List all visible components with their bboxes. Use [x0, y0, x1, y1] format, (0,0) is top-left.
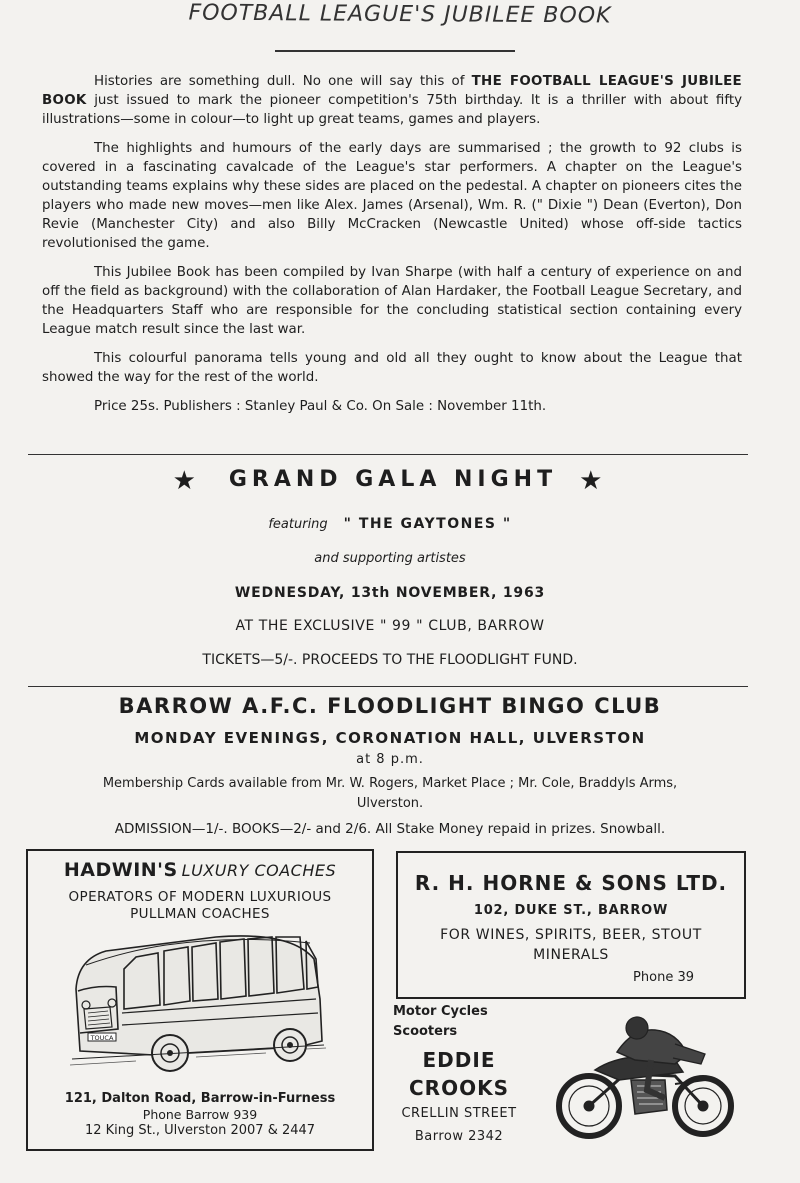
bingo-time: at 8 p.m.	[356, 752, 424, 767]
hadwin-operators	[28, 889, 372, 923]
gala-title: GRAND GALA NIGHT	[228, 467, 558, 492]
gala-date: WEDNESDAY, 13th NOVEMBER, 1963	[234, 585, 546, 601]
article-paragraph-2: The highlights and humours of the early days are summarised ; the growth to 92 clubs is covered in a fascinating cavalcade of the League's star performers. A chapter on the League's outstanding teams explains why these sides are placed on the pedestal. A chapter on pioneers cites the players who made new moves—men like Alex. James (Arsenal), Wm. R. (" Dixie ") Dean (Everton), Don Revie (Manchester City) and also Billy McCracken (Newcastle United) whose off-side tactics revolutionised the game.	[42, 141, 742, 251]
horne-phone: Phone 39	[633, 970, 694, 985]
bingo-admission: ADMISSION—1/-. BOOKS—2/- and 2/6. All Stake Money repaid in prizes. Snowball.	[114, 821, 666, 837]
gala-featuring-line	[30, 516, 750, 532]
bingo-title: BARROW A.F.C. FLOODLIGHT BINGO CLUB	[118, 694, 662, 718]
hadwin-coaches-advert	[26, 849, 374, 1151]
article-paragraph-1	[42, 72, 742, 129]
article-book-title: THE FOOTBALL LEAGUE'S JUBILEE BOOK	[42, 74, 742, 108]
gala-tickets: TICKETS—5/-. PROCEEDS TO THE FLOODLIGHT FUND.	[202, 652, 578, 668]
article-paragraph-4: This colourful panorama tells young and old all they ought to know about the League that showed the way for the rest of the world.	[42, 351, 742, 385]
bingo-membership	[30, 774, 750, 814]
coach-illustration-icon	[66, 929, 328, 1081]
gala-title-line	[30, 466, 750, 496]
hadwin-ops-line-1: OPERATORS OF MODERN LUXURIOUS	[68, 889, 332, 905]
jubilee-book-article	[42, 72, 742, 426]
article-price-line: Price 25s. Publishers : Stanley Paul & Co. On Sale : November 11th.	[94, 399, 547, 414]
bingo-membership-line-1: Membership Cards available from Mr. W. Rogers, Market Place ; Mr. Cole, Braddyls Arms,	[102, 776, 678, 791]
crooks-label-scooters: Scooters	[393, 1024, 458, 1039]
section-divider-1	[28, 454, 748, 455]
motorcycle-illustration-icon	[555, 1014, 735, 1146]
article-p1-end: just issued to mark the pioneer competition's 75th birthday. It is a thriller with about fifty illustrations—some in colour—to light up great teams, games and players.	[42, 93, 742, 127]
horne-goods-line-2: MINERALS	[533, 947, 609, 963]
article-paragraph-3: This Jubilee Book has been compiled by Ivan Sharpe (with half a century of experience on and off the field as background) with the collaboration of Alan Hardaker, the Football League Secretary, and the Headquarters Staff who are responsible for the concluding statistical section containing every League match result since the last war.	[42, 265, 742, 337]
crooks-label-motorcycles: Motor Cycles	[393, 1004, 488, 1019]
horne-sons-advert	[396, 851, 746, 999]
horne-name: R. H. HORNE & SONS LTD.	[414, 871, 728, 895]
bingo-when: MONDAY EVENINGS, CORONATION HALL, ULVERSTON	[134, 729, 646, 747]
hadwin-address-barrow: 121, Dalton Road, Barrow-in-Furness	[64, 1091, 336, 1106]
featuring-label: featuring	[268, 517, 328, 532]
crooks-phone: Barrow 2342	[414, 1129, 504, 1144]
header-rule	[275, 50, 515, 52]
article-p1-start: Histories are something dull. No one will say this of	[94, 74, 472, 89]
gala-supporting: and supporting artistes	[314, 551, 466, 566]
gala-venue: AT THE EXCLUSIVE " 99 " CLUB, BARROW	[235, 618, 545, 634]
crooks-street: CRELLIN STREET	[401, 1106, 517, 1121]
section-divider-2	[28, 686, 748, 687]
hadwin-address-ulverston: 12 King St., Ulverston 2007 & 2447	[84, 1123, 316, 1138]
horne-goods	[398, 925, 744, 965]
horne-address: 102, DUKE ST., BARROW	[473, 903, 669, 918]
bingo-membership-line-2: Ulverston.	[356, 796, 424, 811]
crooks-name-first: EDDIE	[422, 1048, 496, 1072]
star-icon-left: ★	[172, 466, 201, 496]
featured-act: " THE GAYTONES "	[343, 516, 512, 532]
page-header-title: FOOTBALL LEAGUE'S JUBILEE BOOK	[188, 0, 612, 29]
hadwin-tagline: LUXURY COACHES	[181, 861, 337, 880]
horne-goods-line-1: FOR WINES, SPIRITS, BEER, STOUT	[440, 927, 702, 943]
hadwin-phone-barrow: Phone Barrow 939	[142, 1107, 258, 1122]
crooks-name-last: CROOKS	[409, 1076, 509, 1100]
hadwin-brand-line	[28, 859, 372, 881]
coach-number-plate: TOUCA	[90, 1034, 114, 1042]
hadwin-ops-line-2: PULLMAN COACHES	[130, 906, 270, 922]
hadwin-name: HADWIN'S	[63, 859, 178, 881]
star-icon-right: ★	[579, 466, 608, 496]
